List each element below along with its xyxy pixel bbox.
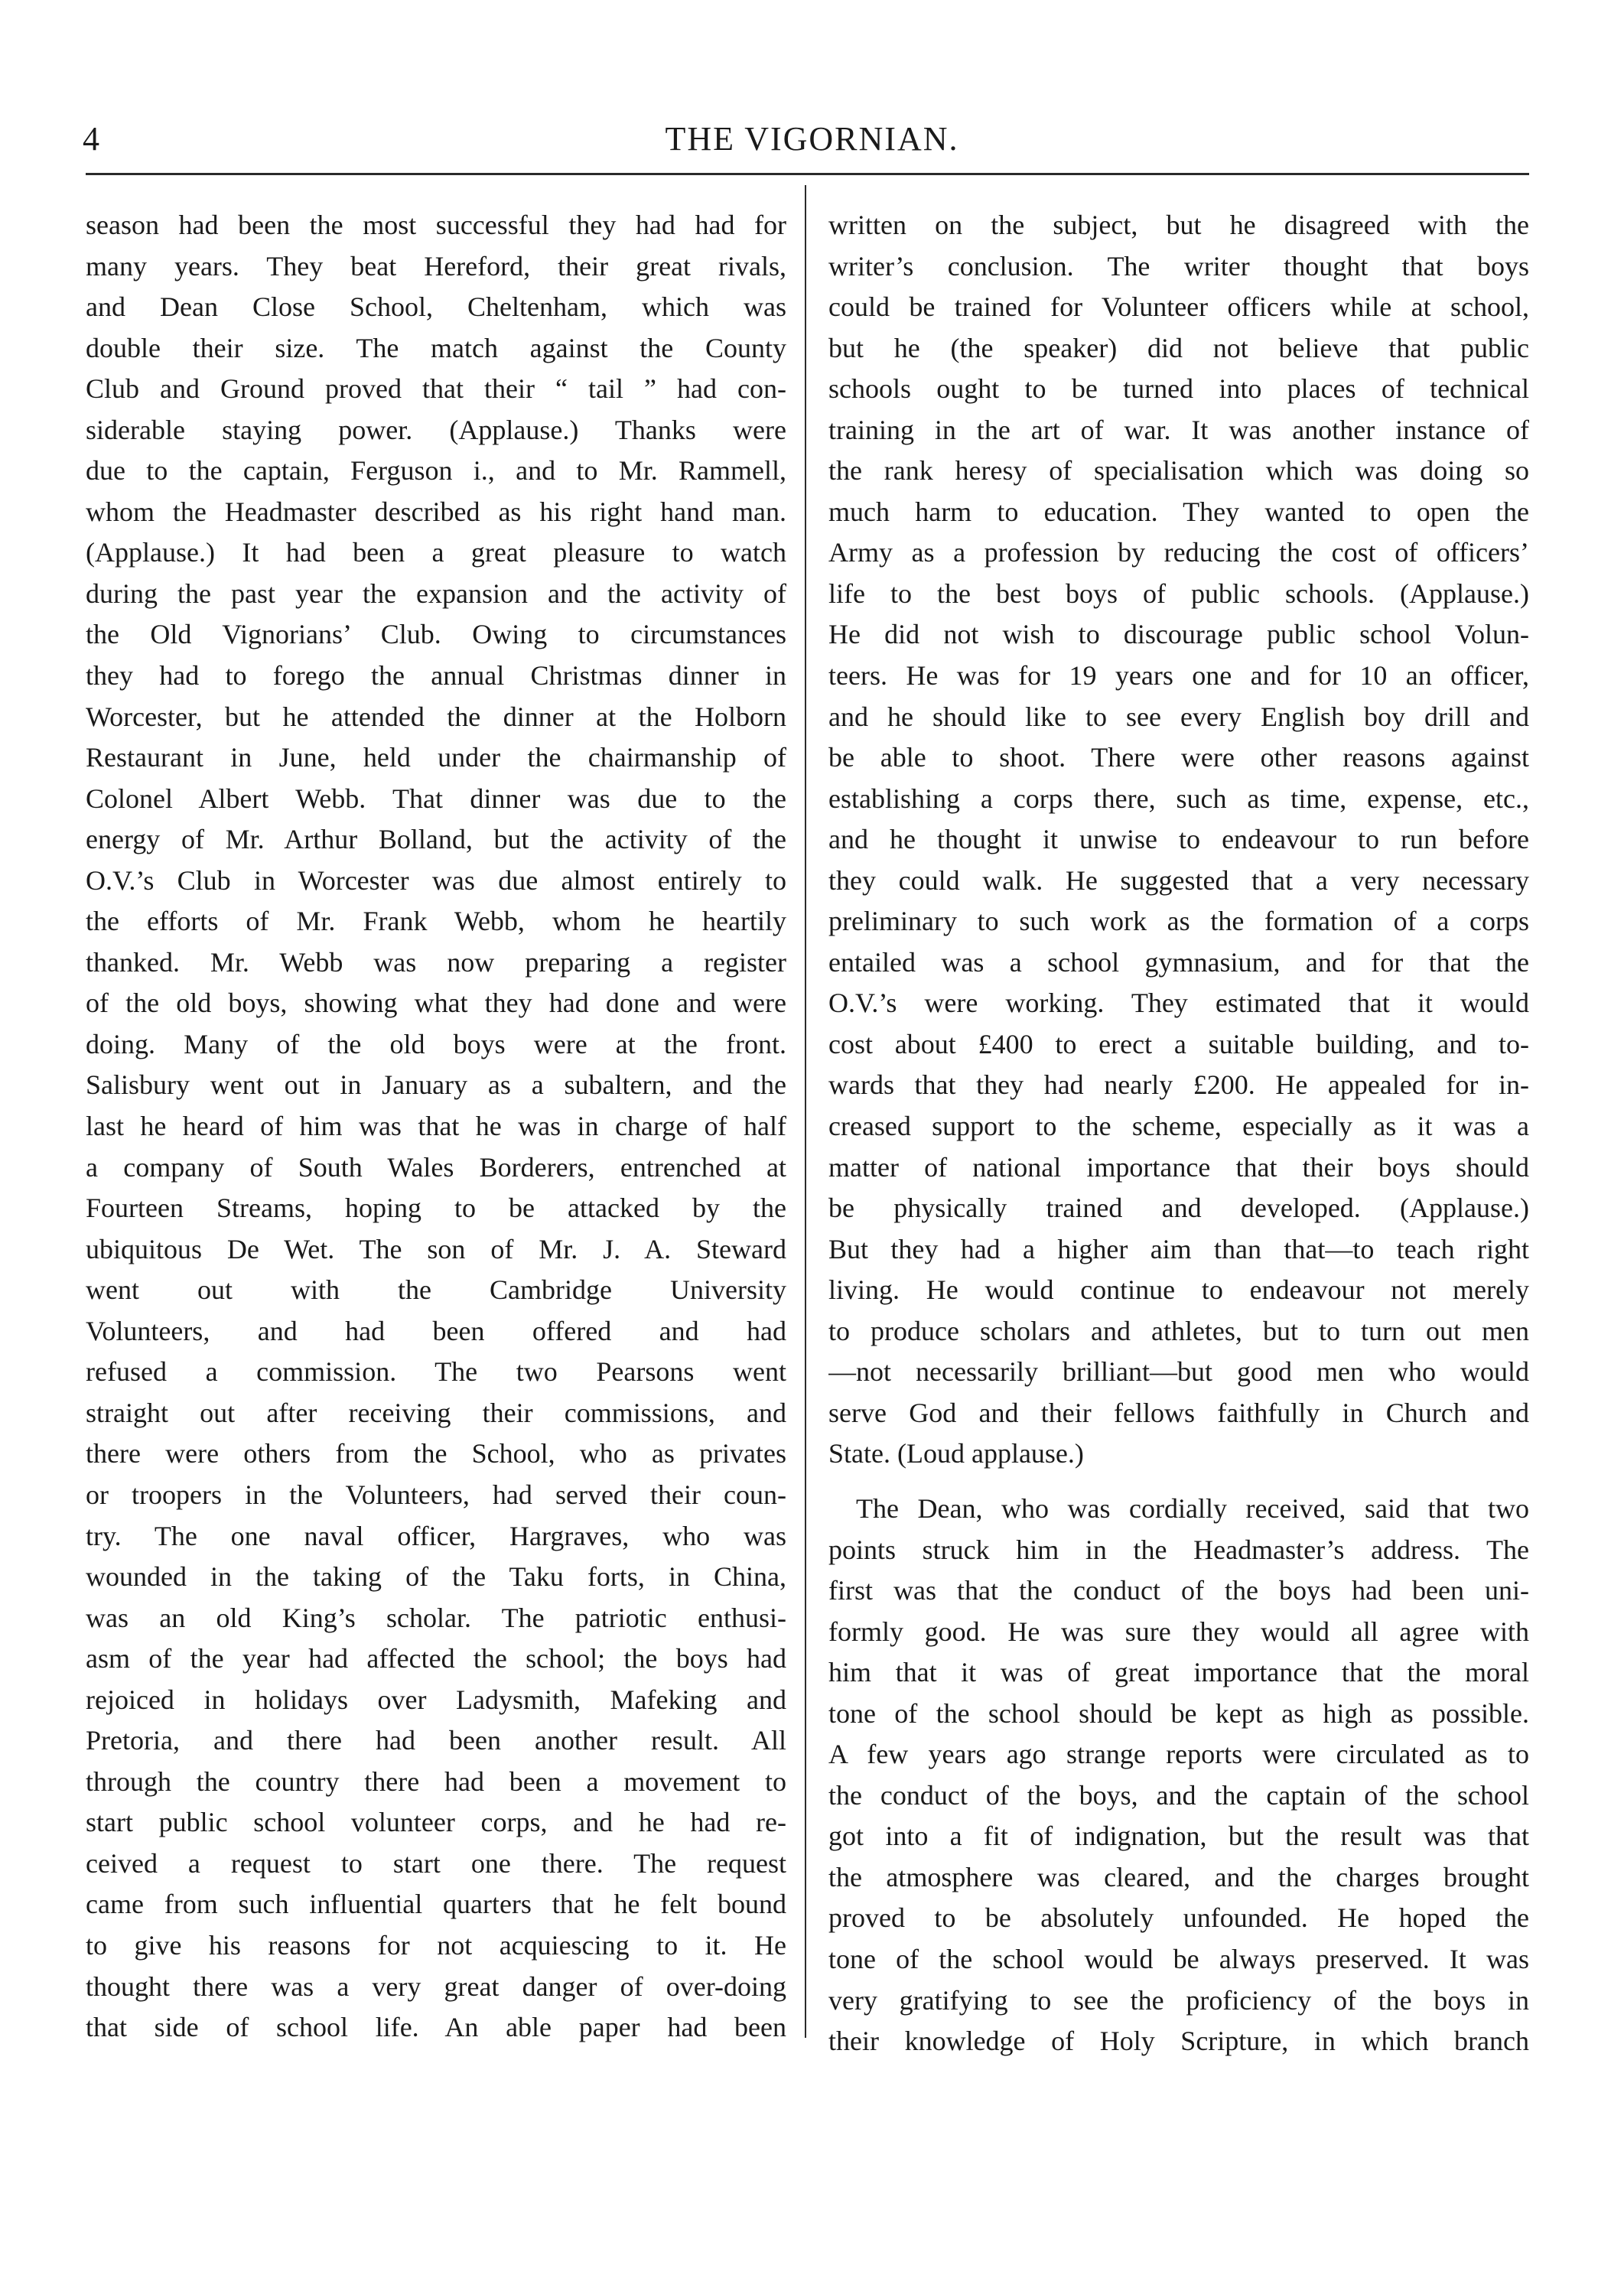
text-line: wounded in the taking of the Taku forts, in China, xyxy=(86,1561,786,1593)
text-line: A few years ago strange reports were circulated as to xyxy=(828,1739,1529,1770)
text-line: could be trained for Volunteer officers while at school, xyxy=(828,291,1529,323)
text-line: through the country there had been a movement to xyxy=(86,1765,786,1797)
text-line: their knowledge of Holy Scripture, in which branch xyxy=(828,2026,1529,2057)
text-line: preliminary to such work as the formation of a corps xyxy=(828,906,1529,937)
header-rule xyxy=(86,173,1529,175)
text-line: entailed was a school gymnasium, and for that the xyxy=(828,946,1529,978)
text-line: —not necessarily brilliant—but good men who would xyxy=(828,1356,1529,1388)
text-line: But they had a higher aim than that—to teach right xyxy=(828,1233,1529,1264)
text-line: first was that the conduct of the boys had been uni- xyxy=(828,1575,1529,1606)
text-line: establishing a corps there, such as time, expense, etc., xyxy=(828,783,1529,814)
text-line: Fourteen Streams, hoping to be attacked by the xyxy=(86,1193,786,1224)
text-line: that side of school life. An able paper had been xyxy=(86,2012,786,2043)
right-column xyxy=(828,205,1529,2062)
page-number: 4 xyxy=(83,120,99,158)
text-line: there were others from the School, who as privates xyxy=(86,1438,786,1469)
text-line: be physically trained and developed. (Applause.) xyxy=(828,1193,1529,1224)
text-line: try. The one naval officer, Hargraves, who was xyxy=(86,1520,786,1551)
text-line: doing. Many of the old boys were at the front. xyxy=(86,1028,786,1059)
text-line: tone of the school would be always preserved. It was xyxy=(828,1943,1529,1974)
text-line: was an old King’s scholar. The patriotic enthusi- xyxy=(86,1602,786,1633)
text-line: points struck him in the Headmaster’s address. The xyxy=(828,1534,1529,1565)
text-line: went out with the Cambridge University xyxy=(86,1274,786,1306)
text-line: but he (the speaker) did not believe that public xyxy=(828,332,1529,363)
text-line: Army as a profession by reducing the cost of officers’ xyxy=(828,537,1529,568)
text-line: ubiquitous De Wet. The son of Mr. J. A. Steward xyxy=(86,1233,786,1264)
text-line: O.V.’s were working. They estimated that it would xyxy=(828,988,1529,1019)
text-line: got into a fit of indignation, but the result was that xyxy=(828,1821,1529,1852)
text-line: during the past year the expansion and the activity of xyxy=(86,578,786,609)
left-column-text xyxy=(86,205,786,2049)
text-line: life to the best boys of public schools. (Applause.) xyxy=(828,578,1529,609)
text-line: State. (Loud applause.) xyxy=(828,1438,1084,1469)
text-line: living. He would continue to endeavour not merely xyxy=(828,1274,1529,1306)
text-line: the efforts of Mr. Frank Webb, whom he heartily xyxy=(86,906,786,937)
text-line: teers. He was for 19 years one and for 10 an officer, xyxy=(828,660,1529,692)
text-line: Volunteers, and had been offered and had xyxy=(86,1315,786,1346)
text-line: start public school volunteer corps, and he had re- xyxy=(86,1807,786,1838)
text-line: they could walk. He suggested that a very necessary xyxy=(828,864,1529,896)
text-line: whom the Headmaster described as his right hand man. xyxy=(86,496,786,527)
text-line: much harm to education. They wanted to open the xyxy=(828,496,1529,527)
text-line: wards that they had nearly £200. He appealed for in- xyxy=(828,1069,1529,1101)
text-line: thanked. Mr. Webb was now preparing a register xyxy=(86,946,786,978)
text-line: tone of the school should be kept as high as possible. xyxy=(828,1697,1529,1729)
text-line: Restaurant in June, held under the chairmanship of xyxy=(86,742,786,773)
text-line: (Applause.) It had been a great pleasure to watch xyxy=(86,537,786,568)
text-line: training in the art of war. It was another instance of xyxy=(828,414,1529,445)
text-line: Pretoria, and there had been another result. All xyxy=(86,1725,786,1756)
text-line: asm of the year had affected the school; the boys had xyxy=(86,1643,786,1674)
right-column-paragraph-2 xyxy=(828,1489,1529,2062)
text-line: formly good. He was sure they would all agree with xyxy=(828,1616,1529,1647)
column-divider xyxy=(805,185,806,2038)
text-line: siderable staying power. (Applause.) Thanks were xyxy=(86,414,786,445)
text-line: cost about £400 to erect a suitable building, and to- xyxy=(828,1028,1529,1059)
text-line: very gratifying to see the proficiency of the boys in xyxy=(828,1984,1529,2016)
page-title: THE VIGORNIAN. xyxy=(665,120,959,158)
text-line: they had to forego the annual Christmas dinner in xyxy=(86,660,786,692)
text-line: rejoiced in holidays over Ladysmith, Mafeking and xyxy=(86,1684,786,1715)
text-line: the Old Vignorians’ Club. Owing to circumstances xyxy=(86,619,786,650)
text-line: Club and Ground proved that their “ tail ” had con- xyxy=(86,373,786,405)
text-line: The Dean, who was cordially received, said that two xyxy=(856,1492,1529,1524)
paragraph-gap xyxy=(828,1475,1529,1489)
text-line: written on the subject, but he disagreed with the xyxy=(828,210,1529,240)
text-line: or troopers in the Volunteers, had served their coun- xyxy=(86,1479,786,1510)
text-line: Worcester, but he attended the dinner at the Holborn xyxy=(86,701,786,732)
text-line: matter of national importance that their boys should xyxy=(828,1151,1529,1183)
text-line: of the old boys, showing what they had done and were xyxy=(86,988,786,1019)
text-line: serve God and their fellows faithfully in Church and xyxy=(828,1397,1529,1428)
text-line: season had been the most successful they had had for xyxy=(86,210,786,240)
text-line: due to the captain, Ferguson i., and to Mr. Rammell, xyxy=(86,455,786,487)
text-line: Colonel Albert Webb. That dinner was due to the xyxy=(86,783,786,814)
text-line: ceived a request to start one there. The request xyxy=(86,1847,786,1879)
text-line: came from such influential quarters that he felt bound xyxy=(86,1889,786,1920)
text-line: writer’s conclusion. The writer thought that boys xyxy=(828,250,1529,281)
text-line: schools ought to be turned into places of technical xyxy=(828,373,1529,405)
text-line: last he heard of him was that he was in charge of half xyxy=(86,1111,786,1142)
text-line: and Dean Close School, Cheltenham, which was xyxy=(86,291,786,323)
text-line: to give his reasons for not acquiescing to it. He xyxy=(86,1929,786,1961)
text-line: O.V.’s Club in Worcester was due almost entirely to xyxy=(86,864,786,896)
text-line: him that it was of great importance that the moral xyxy=(828,1657,1529,1688)
text-line: proved to be absolutely unfounded. He hoped the xyxy=(828,1902,1529,1934)
text-line: be able to shoot. There were other reasons against xyxy=(828,742,1529,773)
text-line: thought there was a very great danger of over-doing xyxy=(86,1970,786,2002)
text-line: creased support to the scheme, especially as it was a xyxy=(828,1111,1529,1142)
text-line: refused a commission. The two Pearsons went xyxy=(86,1356,786,1388)
text-line: the atmosphere was cleared, and the charges brought xyxy=(828,1861,1529,1892)
text-line: many years. They beat Hereford, their great rivals, xyxy=(86,250,786,281)
text-line: a company of South Wales Borderers, entrenched at xyxy=(86,1151,786,1183)
text-line: straight out after receiving their commissions, and xyxy=(86,1397,786,1428)
text-line: to produce scholars and athletes, but to turn out men xyxy=(828,1315,1529,1346)
text-line: the rank heresy of specialisation which was doing so xyxy=(828,455,1529,487)
text-line: He did not wish to discourage public school Volun- xyxy=(828,619,1529,650)
text-line: the conduct of the boys, and the captain of the school xyxy=(828,1779,1529,1811)
text-line: and he should like to see every English boy drill and xyxy=(828,701,1529,732)
text-line: double their size. The match against the County xyxy=(86,332,786,363)
right-column-paragraph-1 xyxy=(828,205,1529,1475)
text-line: and he thought it unwise to endeavour to run before xyxy=(828,824,1529,855)
left-column xyxy=(86,205,786,2049)
text-line: Salisbury went out in January as a subaltern, and the xyxy=(86,1069,786,1101)
text-line: energy of Mr. Arthur Bolland, but the activity of the xyxy=(86,824,786,855)
